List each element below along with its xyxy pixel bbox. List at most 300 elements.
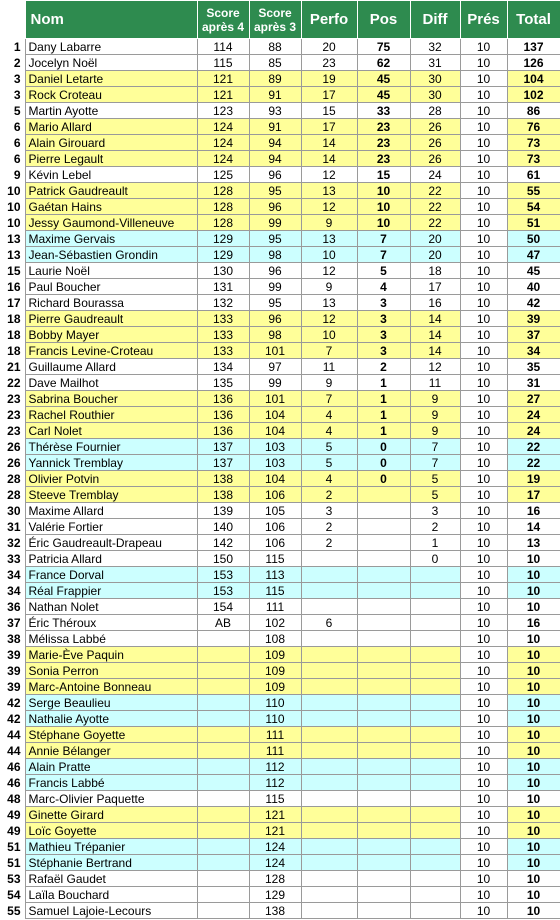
score3-cell: 111 [249, 743, 301, 759]
total-cell: 13 [507, 535, 560, 551]
total-cell: 10 [507, 839, 560, 855]
total-cell: 137 [507, 39, 560, 55]
pres-cell: 10 [460, 503, 507, 519]
score3-cell: 99 [249, 215, 301, 231]
table-row [0, 247, 560, 263]
total-cell: 10 [507, 855, 560, 871]
name-cell: Maxime Allard [25, 503, 197, 519]
score4-cell [197, 903, 249, 919]
rank-cell: 32 [0, 535, 25, 551]
pres-cell: 10 [460, 423, 507, 439]
total-cell: 10 [507, 759, 560, 775]
score4-cell: 129 [197, 247, 249, 263]
total-cell: 102 [507, 87, 560, 103]
perfo-cell [301, 583, 357, 599]
rank-cell: 6 [0, 119, 25, 135]
name-cell: Bobby Mayer [25, 327, 197, 343]
name-cell: Nathalie Ayotte [25, 711, 197, 727]
perfo-cell [301, 887, 357, 903]
pres-cell: 10 [460, 567, 507, 583]
total-cell: 10 [507, 663, 560, 679]
diff-cell [410, 567, 460, 583]
perfo-cell [301, 823, 357, 839]
pres-cell: 10 [460, 343, 507, 359]
rank-cell: 5 [0, 103, 25, 119]
pres-cell: 10 [460, 631, 507, 647]
rank-cell: 22 [0, 375, 25, 391]
score4-cell [197, 791, 249, 807]
total-cell: 37 [507, 327, 560, 343]
pres-cell: 10 [460, 455, 507, 471]
score4-cell: 133 [197, 311, 249, 327]
table-row [0, 615, 560, 631]
rank-cell: 26 [0, 439, 25, 455]
pos-cell [357, 743, 410, 759]
rank-cell: 17 [0, 295, 25, 311]
pres-cell: 10 [460, 535, 507, 551]
score3-cell: 94 [249, 135, 301, 151]
diff-cell: 30 [410, 87, 460, 103]
score3-cell: 95 [249, 295, 301, 311]
pres-cell: 10 [460, 599, 507, 615]
pres-cell: 10 [460, 679, 507, 695]
score3-cell: 95 [249, 231, 301, 247]
total-cell: 10 [507, 567, 560, 583]
score4-cell [197, 695, 249, 711]
pos-cell [357, 583, 410, 599]
table-row [0, 759, 560, 775]
score4-cell [197, 727, 249, 743]
score3-cell: 104 [249, 471, 301, 487]
pos-cell [357, 615, 410, 631]
table-row [0, 439, 560, 455]
pos-cell [357, 599, 410, 615]
score4-header-line2: après 4 [201, 19, 245, 34]
name-cell: Maxime Gervais [25, 231, 197, 247]
score3-cell: 99 [249, 279, 301, 295]
score4-cell: 132 [197, 295, 249, 311]
pres-cell: 10 [460, 215, 507, 231]
pos-cell: 0 [357, 471, 410, 487]
perfo-cell: 20 [301, 39, 357, 55]
table-row [0, 679, 560, 695]
name-cell: Paul Boucher [25, 279, 197, 295]
pos-cell [357, 807, 410, 823]
total-cell: 61 [507, 167, 560, 183]
name-cell: Éric Théroux [25, 615, 197, 631]
pres-cell: 10 [460, 695, 507, 711]
name-cell: Ginette Girard [25, 807, 197, 823]
score4-cell [197, 775, 249, 791]
score4-cell: 153 [197, 583, 249, 599]
pos-cell [357, 551, 410, 567]
pres-cell: 10 [460, 663, 507, 679]
diff-cell [410, 647, 460, 663]
score3-cell: 110 [249, 711, 301, 727]
name-cell: Réal Frappier [25, 583, 197, 599]
pos-cell [357, 647, 410, 663]
rank-cell: 51 [0, 855, 25, 871]
pres-cell: 10 [460, 151, 507, 167]
total-cell: 10 [507, 887, 560, 903]
name-cell: Jocelyn Noël [25, 55, 197, 71]
table-row [0, 375, 560, 391]
score3-cell: 129 [249, 887, 301, 903]
perfo-cell: 2 [301, 519, 357, 535]
table-row [0, 231, 560, 247]
diff-cell: 5 [410, 471, 460, 487]
total-cell: 31 [507, 375, 560, 391]
diff-cell: 22 [410, 215, 460, 231]
score4-cell [197, 871, 249, 887]
rank-cell: 13 [0, 247, 25, 263]
table-row [0, 727, 560, 743]
diff-cell [410, 727, 460, 743]
pres-cell: 10 [460, 279, 507, 295]
score4-cell: 138 [197, 487, 249, 503]
perfo-cell: 9 [301, 279, 357, 295]
rank-cell: 16 [0, 279, 25, 295]
score3-cell: 109 [249, 663, 301, 679]
score4-cell: 139 [197, 503, 249, 519]
rank-cell: 44 [0, 727, 25, 743]
rank-cell: 18 [0, 311, 25, 327]
pres-cell: 10 [460, 743, 507, 759]
score3-cell: 128 [249, 871, 301, 887]
pos-cell: 0 [357, 455, 410, 471]
perfo-cell [301, 791, 357, 807]
perfo-cell: 17 [301, 119, 357, 135]
perfo-cell: 12 [301, 311, 357, 327]
pres-cell: 10 [460, 615, 507, 631]
pres-cell: 10 [460, 231, 507, 247]
pres-cell: 10 [460, 759, 507, 775]
pos-cell: 10 [357, 215, 410, 231]
name-cell: Francis Labbé [25, 775, 197, 791]
score3-cell: 109 [249, 647, 301, 663]
perfo-cell: 17 [301, 87, 357, 103]
total-cell: 40 [507, 279, 560, 295]
total-cell: 16 [507, 615, 560, 631]
name-cell: Laïla Bouchard [25, 887, 197, 903]
score4-cell: 138 [197, 471, 249, 487]
pres-cell: 10 [460, 55, 507, 71]
total-cell: 10 [507, 775, 560, 791]
pres-header: Prés [460, 1, 507, 39]
perfo-cell: 14 [301, 151, 357, 167]
table-row [0, 359, 560, 375]
pos-cell: 3 [357, 327, 410, 343]
name-cell: Alain Pratte [25, 759, 197, 775]
score3-cell: 95 [249, 183, 301, 199]
name-cell: Dany Labarre [25, 39, 197, 55]
total-cell: 54 [507, 199, 560, 215]
total-cell: 10 [507, 647, 560, 663]
total-cell: 126 [507, 55, 560, 71]
rank-cell: 33 [0, 551, 25, 567]
score3-cell: 98 [249, 247, 301, 263]
diff-cell: 9 [410, 407, 460, 423]
rank-cell: 55 [0, 903, 25, 919]
rank-cell: 54 [0, 887, 25, 903]
table-row [0, 519, 560, 535]
table-row [0, 87, 560, 103]
score4-cell: 121 [197, 71, 249, 87]
rank-cell: 3 [0, 87, 25, 103]
score4-cell: 140 [197, 519, 249, 535]
name-cell: Richard Bourassa [25, 295, 197, 311]
score4-cell [197, 887, 249, 903]
rank-cell: 51 [0, 839, 25, 855]
diff-cell: 1 [410, 535, 460, 551]
rank-cell: 46 [0, 759, 25, 775]
score3-cell: 138 [249, 903, 301, 919]
name-cell: Nathan Nolet [25, 599, 197, 615]
table-row [0, 711, 560, 727]
pres-cell: 10 [460, 823, 507, 839]
table-row [0, 455, 560, 471]
diff-cell [410, 839, 460, 855]
pos-cell: 23 [357, 151, 410, 167]
total-cell: 73 [507, 151, 560, 167]
rank-cell: 23 [0, 407, 25, 423]
pres-cell: 10 [460, 791, 507, 807]
pos-cell [357, 711, 410, 727]
name-cell: Pierre Legault [25, 151, 197, 167]
score3-cell: 110 [249, 695, 301, 711]
perfo-cell: 10 [301, 327, 357, 343]
score3-cell: 105 [249, 503, 301, 519]
diff-cell [410, 887, 460, 903]
total-cell: 10 [507, 903, 560, 919]
perfo-cell [301, 855, 357, 871]
name-cell: Marc-Olivier Paquette [25, 791, 197, 807]
score3-cell: 106 [249, 519, 301, 535]
name-cell: Steeve Tremblay [25, 487, 197, 503]
pres-cell: 10 [460, 375, 507, 391]
diff-cell [410, 791, 460, 807]
perfo-cell [301, 695, 357, 711]
diff-cell: 9 [410, 391, 460, 407]
pres-cell: 10 [460, 391, 507, 407]
diff-cell: 18 [410, 263, 460, 279]
score4-cell [197, 679, 249, 695]
score3-cell: 112 [249, 775, 301, 791]
perfo-cell: 9 [301, 375, 357, 391]
score4-cell: 128 [197, 199, 249, 215]
pos-cell: 3 [357, 311, 410, 327]
pres-cell: 10 [460, 551, 507, 567]
diff-cell [410, 583, 460, 599]
score3-cell: 96 [249, 167, 301, 183]
perfo-cell [301, 759, 357, 775]
rank-cell: 28 [0, 471, 25, 487]
score3-cell: 98 [249, 327, 301, 343]
total-cell: 51 [507, 215, 560, 231]
rank-cell: 6 [0, 151, 25, 167]
score4-cell [197, 743, 249, 759]
rank-cell: 9 [0, 167, 25, 183]
total-cell: 10 [507, 807, 560, 823]
perfo-cell [301, 663, 357, 679]
table-row [0, 855, 560, 871]
total-cell: 34 [507, 343, 560, 359]
total-cell: 10 [507, 727, 560, 743]
pos-cell: 45 [357, 87, 410, 103]
table-row [0, 887, 560, 903]
name-cell: Thérèse Fournier [25, 439, 197, 455]
perfo-cell: 19 [301, 71, 357, 87]
perfo-cell: 14 [301, 135, 357, 151]
perfo-cell: 7 [301, 343, 357, 359]
perfo-cell: 13 [301, 295, 357, 311]
perfo-cell [301, 839, 357, 855]
table-row [0, 263, 560, 279]
score3-cell: 109 [249, 679, 301, 695]
total-cell: 39 [507, 311, 560, 327]
table-row [0, 215, 560, 231]
diff-cell: 30 [410, 71, 460, 87]
perfo-cell [301, 567, 357, 583]
total-cell: 24 [507, 423, 560, 439]
name-cell: Rafaël Gaudet [25, 871, 197, 887]
perfo-cell [301, 631, 357, 647]
pos-cell: 3 [357, 343, 410, 359]
diff-cell: 20 [410, 247, 460, 263]
score4-cell [197, 631, 249, 647]
diff-cell [410, 855, 460, 871]
perfo-cell: 3 [301, 503, 357, 519]
pos-cell [357, 887, 410, 903]
pos-cell: 33 [357, 103, 410, 119]
total-cell: 22 [507, 439, 560, 455]
total-header: Total [507, 1, 560, 39]
pos-cell: 1 [357, 407, 410, 423]
pos-cell: 5 [357, 263, 410, 279]
pos-cell [357, 823, 410, 839]
diff-cell [410, 759, 460, 775]
name-cell: Mathieu Trépanier [25, 839, 197, 855]
rank-cell: 10 [0, 215, 25, 231]
score3-cell: 103 [249, 439, 301, 455]
score3-cell: 108 [249, 631, 301, 647]
name-cell: Pierre Gaudreault [25, 311, 197, 327]
pos-cell: 23 [357, 135, 410, 151]
rank-cell: 36 [0, 599, 25, 615]
diff-cell: 11 [410, 375, 460, 391]
score3-cell: 96 [249, 311, 301, 327]
score3-cell: 121 [249, 823, 301, 839]
diff-cell: 7 [410, 455, 460, 471]
perfo-cell: 15 [301, 103, 357, 119]
table-row [0, 183, 560, 199]
table-row [0, 71, 560, 87]
score3-cell: 104 [249, 423, 301, 439]
name-cell: Mario Allard [25, 119, 197, 135]
name-cell: Stéphane Goyette [25, 727, 197, 743]
table-row [0, 871, 560, 887]
total-cell: 42 [507, 295, 560, 311]
name-cell: Dave Mailhot [25, 375, 197, 391]
score4-cell: 124 [197, 119, 249, 135]
perfo-header: Perfo [301, 1, 357, 39]
pres-cell: 10 [460, 487, 507, 503]
pos-cell [357, 487, 410, 503]
rank-cell: 30 [0, 503, 25, 519]
perfo-cell [301, 679, 357, 695]
score3-cell: 115 [249, 551, 301, 567]
pos-cell [357, 903, 410, 919]
score3-cell: 101 [249, 391, 301, 407]
name-header: Nom [25, 1, 197, 39]
diff-cell [410, 615, 460, 631]
rank-cell: 1 [0, 39, 25, 55]
table-row [0, 423, 560, 439]
score3-cell: 112 [249, 759, 301, 775]
pos-cell: 1 [357, 423, 410, 439]
pres-cell: 10 [460, 263, 507, 279]
total-cell: 10 [507, 631, 560, 647]
score3-cell: 85 [249, 55, 301, 71]
diff-cell: 22 [410, 183, 460, 199]
rank-cell: 39 [0, 679, 25, 695]
name-cell: Serge Beaulieu [25, 695, 197, 711]
score4-header-line1: Score [206, 5, 240, 20]
perfo-cell: 12 [301, 167, 357, 183]
diff-cell [410, 695, 460, 711]
table-row [0, 39, 560, 55]
score3-cell: 115 [249, 583, 301, 599]
rank-cell: 18 [0, 343, 25, 359]
score3-cell: 96 [249, 263, 301, 279]
score3-cell: 124 [249, 839, 301, 855]
rank-cell: 42 [0, 695, 25, 711]
pres-cell: 10 [460, 775, 507, 791]
pos-cell [357, 839, 410, 855]
table-row [0, 295, 560, 311]
score3-cell: 111 [249, 727, 301, 743]
table-row [0, 631, 560, 647]
table-row [0, 311, 560, 327]
diff-cell [410, 743, 460, 759]
diff-cell: 28 [410, 103, 460, 119]
diff-cell: 12 [410, 359, 460, 375]
pres-cell: 10 [460, 87, 507, 103]
name-cell: Alain Girouard [25, 135, 197, 151]
total-cell: 10 [507, 711, 560, 727]
name-cell: Guillaume Allard [25, 359, 197, 375]
table-row [0, 151, 560, 167]
perfo-cell: 12 [301, 263, 357, 279]
rank-cell: 21 [0, 359, 25, 375]
diff-cell: 0 [410, 551, 460, 567]
score3-cell: 103 [249, 455, 301, 471]
pos-cell: 15 [357, 167, 410, 183]
table-row [0, 647, 560, 663]
rank-cell: 26 [0, 455, 25, 471]
table-row [0, 695, 560, 711]
table-row [0, 55, 560, 71]
name-cell: Francis Levine-Croteau [25, 343, 197, 359]
pos-cell [357, 727, 410, 743]
name-cell: Carl Nolet [25, 423, 197, 439]
perfo-cell [301, 727, 357, 743]
score4-cell: 124 [197, 135, 249, 151]
score4-cell: 135 [197, 375, 249, 391]
rank-cell: 34 [0, 583, 25, 599]
perfo-cell: 11 [301, 359, 357, 375]
rank-cell: 34 [0, 567, 25, 583]
